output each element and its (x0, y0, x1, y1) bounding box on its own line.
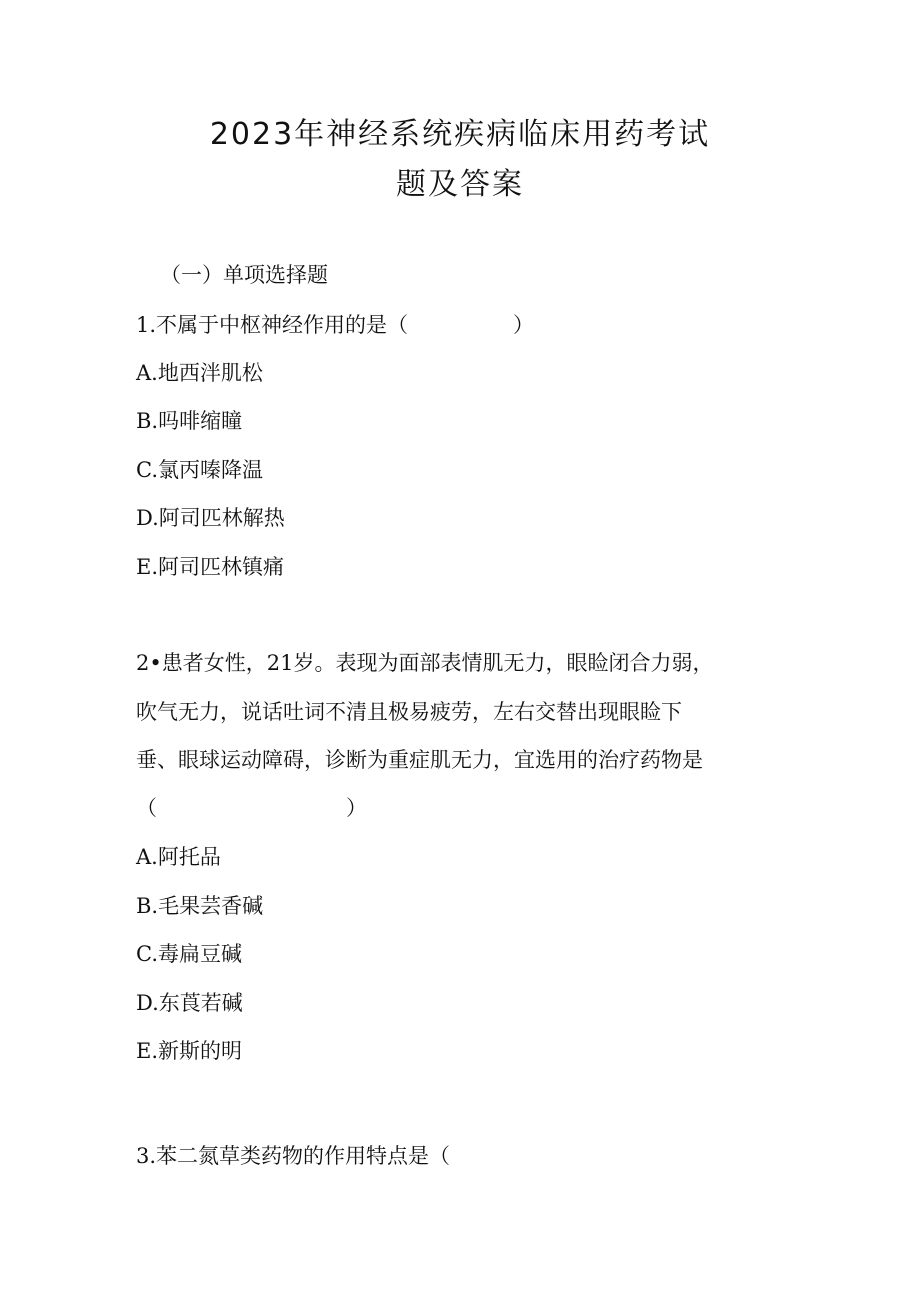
question-2-option-e: E.新斯的明 (136, 1039, 243, 1063)
question-3-stem: 3.苯二氮草类药物的作用特点是（ (136, 1144, 451, 1168)
question-1-option-d: D.阿司匹林解热 (136, 506, 285, 530)
document-title-line-1: 2023年神经系统疾病临床用药考试 (209, 117, 711, 152)
question-2-option-a: A.阿托品 (136, 845, 221, 869)
question-2-option-b: B.毛果芸香碱 (136, 894, 264, 918)
question-2-stem-line-2: 吹气无力，说话吐词不清且极易疲劳，左右交替出现眼睑下 (136, 700, 682, 724)
document-title-line-2: 题及答案 (396, 167, 524, 202)
question-2-stem-line-4: （ ） (136, 796, 367, 820)
question-2-stem-line-3: 垂、眼球运动障碍，诊断为重症肌无力，宜选用的治疗药物是 (136, 748, 703, 772)
question-2-option-d: D.东莨若碱 (136, 991, 243, 1015)
section-heading: （一）单项选择题 (160, 263, 328, 287)
question-1-option-e: E.阿司匹林镇痛 (136, 555, 285, 579)
question-1-stem: 1.不属于中枢神经作用的是（ ） (136, 313, 535, 337)
question-1-option-b: B.吗啡缩瞳 (136, 409, 243, 433)
question-2-option-c: C.毒扁豆碱 (136, 942, 242, 966)
question-1-option-a: A.地西泮肌松 (136, 361, 263, 385)
question-1-option-c: C.氯丙嗪降温 (136, 458, 263, 482)
question-2-stem-line-1: 2•患者女性，21岁。表现为面部表情肌无力，眼睑闭合力弱， (136, 651, 714, 675)
